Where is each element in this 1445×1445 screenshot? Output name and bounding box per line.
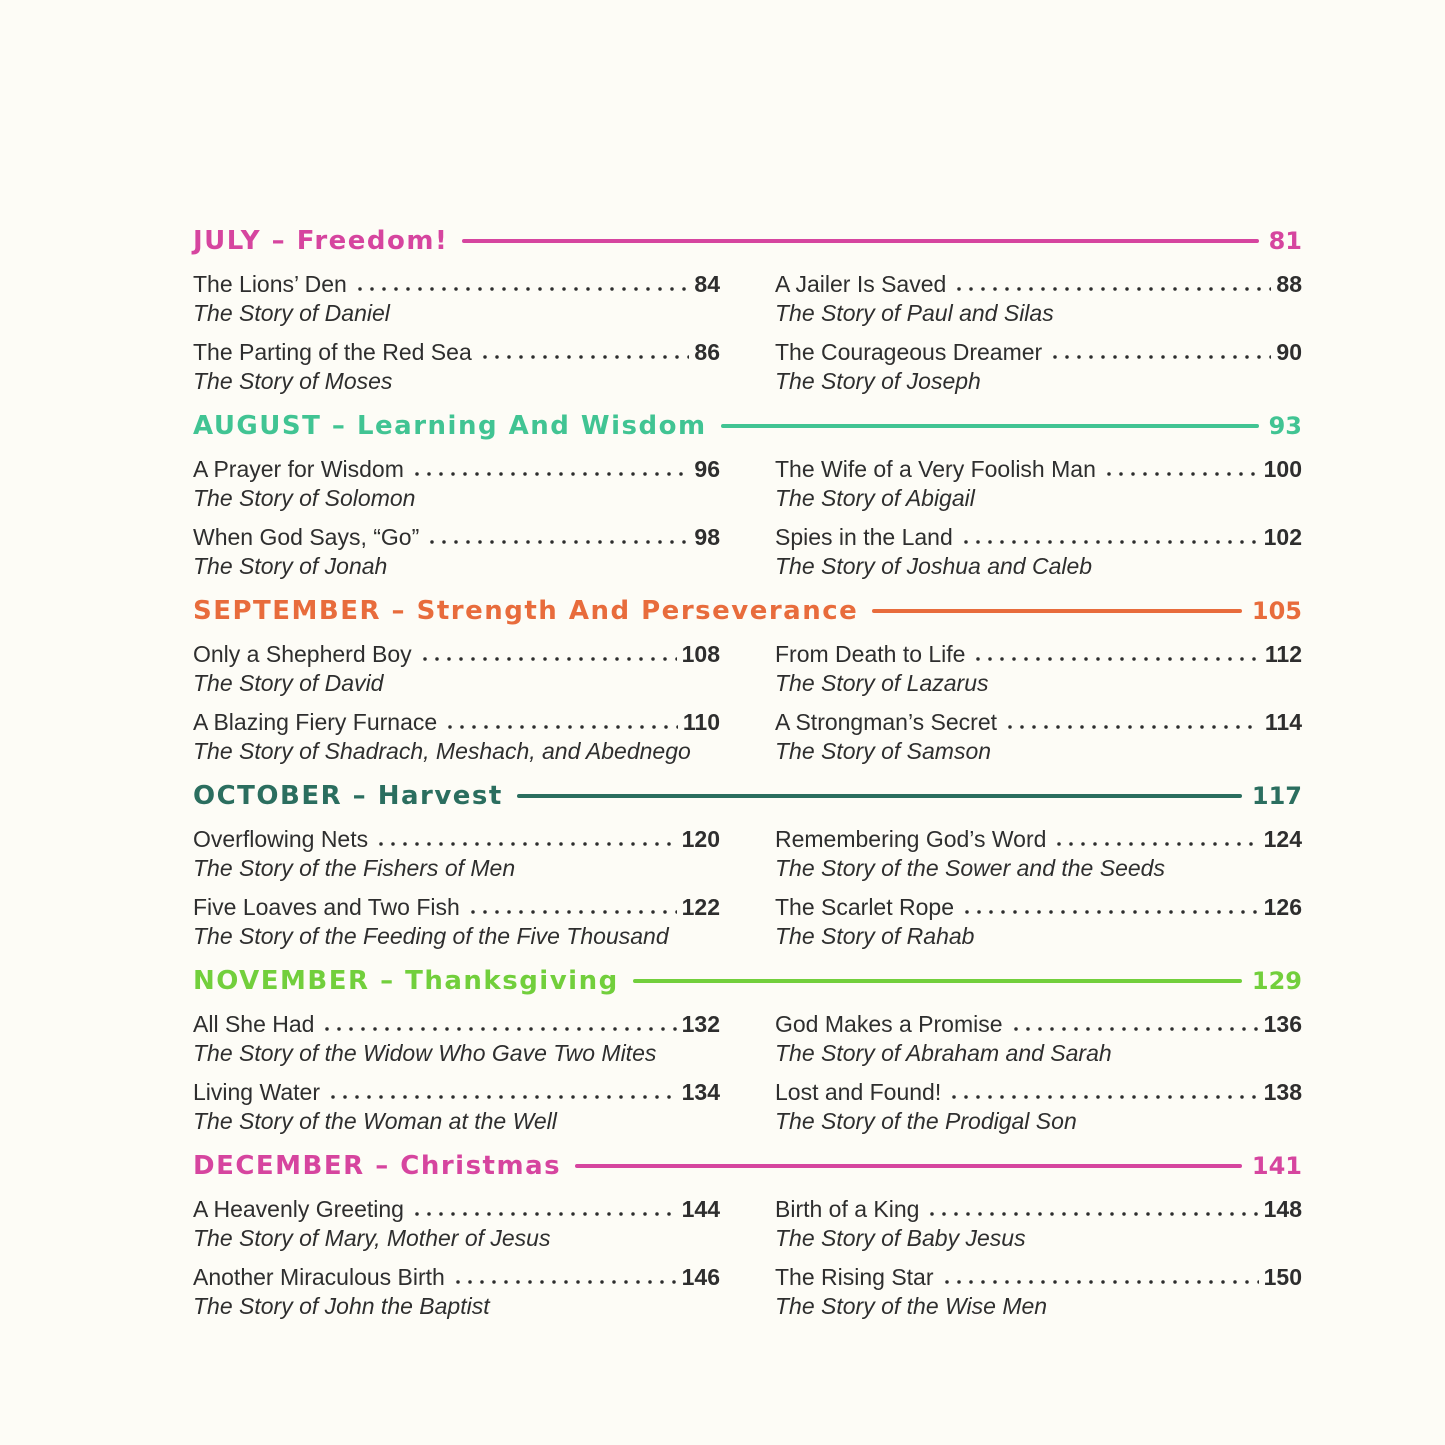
entry-title: The Wife of a Very Foolish Man <box>775 456 1096 482</box>
section-rule <box>517 794 1242 798</box>
dot-leader <box>960 523 1259 552</box>
entry-title: Another Miraculous Birth <box>193 1264 445 1290</box>
toc-entry <box>775 708 1302 766</box>
entry-title: Five Loaves and Two Fish <box>193 894 460 920</box>
entry-title: A Strongman’s Secret <box>775 709 998 735</box>
entry-title: A Jailer Is Saved <box>775 271 947 297</box>
entry-title: The Scarlet Rope <box>775 894 954 920</box>
toc-entry <box>775 1078 1302 1136</box>
entry-page-number: 112 <box>1264 641 1302 667</box>
toc-entry <box>775 455 1302 513</box>
section-page-number: 141 <box>1251 1152 1302 1180</box>
dot-leader <box>411 455 690 484</box>
entry-subtitle: The Story of Rahab <box>775 923 975 949</box>
entry-title: Remembering God’s Word <box>775 826 1047 852</box>
month-label: AUGUST – Learning And Wisdom <box>193 411 707 441</box>
entry-page-number: 86 <box>694 339 720 365</box>
entry-page-number: 124 <box>1263 826 1302 852</box>
section-rule <box>462 239 1258 243</box>
section-rule <box>575 1164 1242 1168</box>
entry-title: Spies in the Land <box>775 524 953 550</box>
toc-entry <box>193 523 720 581</box>
entry-subtitle: The Story of John the Baptist <box>193 1293 490 1319</box>
entry-page-number: 120 <box>681 826 720 852</box>
entry-subtitle: The Story of the Sower and the Seeds <box>775 855 1165 881</box>
entry-subtitle: The Story of David <box>193 670 384 696</box>
toc-entry <box>193 1263 720 1321</box>
entry-title: The Parting of the Red Sea <box>193 339 472 365</box>
section-header <box>193 224 1302 258</box>
section-page-number: 81 <box>1268 227 1302 255</box>
entry-title: The Lions’ Den <box>193 271 347 297</box>
section-entries <box>193 270 1302 396</box>
section-header <box>193 594 1302 628</box>
entry-page-number: 102 <box>1263 524 1302 550</box>
entry-subtitle: The Story of the Feeding of the Five Thousand <box>193 923 669 949</box>
section-entries <box>193 1195 1302 1321</box>
section-header <box>193 779 1302 813</box>
dot-leader <box>1049 338 1271 367</box>
dot-leader <box>926 1195 1258 1224</box>
section-rule <box>633 979 1242 983</box>
dot-leader <box>1053 825 1258 854</box>
section-entries <box>193 640 1302 766</box>
section-page-number: 93 <box>1268 412 1302 440</box>
toc-entry <box>775 1010 1302 1068</box>
toc-entry <box>775 523 1302 581</box>
entry-title: The Rising Star <box>775 1264 934 1290</box>
month-label: JULY – Freedom! <box>193 226 449 256</box>
dot-leader <box>444 708 678 737</box>
entry-page-number: 98 <box>694 524 720 550</box>
entry-title: Lost and Found! <box>775 1079 942 1105</box>
entry-page-number: 132 <box>681 1011 720 1037</box>
entry-title: When God Says, “Go” <box>193 524 420 550</box>
month-label: NOVEMBER – Thanksgiving <box>193 966 619 996</box>
section-header <box>193 1149 1302 1183</box>
dot-leader <box>1010 1010 1259 1039</box>
toc-entry <box>193 270 720 328</box>
entry-subtitle: The Story of Samson <box>775 738 992 764</box>
section-header <box>193 409 1302 443</box>
toc-entry <box>193 1195 720 1253</box>
entry-page-number: 122 <box>681 894 720 920</box>
entry-page-number: 84 <box>694 271 720 297</box>
entry-subtitle: The Story of Paul and Silas <box>775 300 1054 326</box>
entry-title: A Heavenly Greeting <box>193 1196 404 1222</box>
entry-page-number: 88 <box>1276 271 1302 297</box>
toc-entry <box>193 825 720 883</box>
entry-page-number: 146 <box>681 1264 720 1290</box>
entry-title: Living Water <box>193 1079 320 1105</box>
dot-leader <box>941 1263 1259 1292</box>
toc-entry <box>775 825 1302 883</box>
section-november <box>193 964 1302 1136</box>
entry-subtitle: The Story of Moses <box>193 368 393 394</box>
section-rule <box>721 424 1259 428</box>
section-page-number: 129 <box>1251 967 1302 995</box>
entry-title: The Courageous Dreamer <box>775 339 1043 365</box>
section-december <box>193 1149 1302 1321</box>
section-august <box>193 409 1302 581</box>
entry-subtitle: The Story of Lazarus <box>775 670 989 696</box>
dot-leader <box>452 1263 677 1292</box>
section-entries <box>193 825 1302 951</box>
entry-subtitle: The Story of Joshua and Caleb <box>775 553 1093 579</box>
section-page-number: 105 <box>1251 597 1302 625</box>
entry-page-number: 134 <box>681 1079 720 1105</box>
section-header <box>193 964 1302 998</box>
entry-page-number: 148 <box>1263 1196 1302 1222</box>
entry-title: Birth of a King <box>775 1196 920 1222</box>
entry-title: Only a Shepherd Boy <box>193 641 412 667</box>
entry-subtitle: The Story of Abigail <box>775 485 975 511</box>
toc-entry <box>193 893 720 951</box>
toc-entry <box>193 640 720 698</box>
month-label: DECEMBER – Christmas <box>193 1151 562 1181</box>
entry-page-number: 108 <box>681 641 720 667</box>
dot-leader <box>961 893 1259 922</box>
toc-entry <box>775 338 1302 396</box>
entry-title: A Prayer for Wisdom <box>193 456 404 482</box>
entry-title: From Death to Life <box>775 641 966 667</box>
month-label: OCTOBER – Harvest <box>193 781 503 811</box>
entry-page-number: 144 <box>681 1196 720 1222</box>
entry-page-number: 100 <box>1263 456 1302 482</box>
toc-entry <box>193 338 720 396</box>
entry-page-number: 150 <box>1263 1264 1302 1290</box>
entry-title: A Blazing Fiery Furnace <box>193 709 438 735</box>
section-september <box>193 594 1302 766</box>
dot-leader <box>948 1078 1258 1107</box>
toc-entry <box>775 1263 1302 1321</box>
entry-subtitle: The Story of the Prodigal Son <box>775 1108 1077 1134</box>
dot-leader <box>354 270 690 299</box>
toc-entry <box>193 455 720 513</box>
toc-entry <box>193 1078 720 1136</box>
dot-leader <box>1103 455 1259 484</box>
dot-leader <box>321 1010 676 1039</box>
dot-leader <box>327 1078 677 1107</box>
dot-leader <box>419 640 677 669</box>
entry-subtitle: The Story of Mary, Mother of Jesus <box>193 1225 551 1251</box>
entry-title: God Makes a Promise <box>775 1011 1003 1037</box>
entry-subtitle: The Story of Daniel <box>193 300 390 326</box>
entry-subtitle: The Story of the Fishers of Men <box>193 855 516 881</box>
dot-leader <box>479 338 690 367</box>
entry-page-number: 138 <box>1263 1079 1302 1105</box>
entry-subtitle: The Story of the Woman at the Well <box>193 1108 557 1134</box>
section-rule <box>872 609 1242 613</box>
entry-page-number: 126 <box>1263 894 1302 920</box>
entry-subtitle: The Story of Abraham and Sarah <box>775 1040 1112 1066</box>
entry-title: Overflowing Nets <box>193 826 369 852</box>
section-july <box>193 224 1302 396</box>
entry-page-number: 114 <box>1264 709 1302 735</box>
entry-page-number: 96 <box>694 456 720 482</box>
toc-entry <box>775 640 1302 698</box>
dot-leader <box>467 893 677 922</box>
dot-leader <box>375 825 677 854</box>
entry-page-number: 110 <box>682 709 720 735</box>
section-entries <box>193 455 1302 581</box>
section-october <box>193 779 1302 951</box>
section-page-number: 117 <box>1251 782 1302 810</box>
toc-entry <box>193 1010 720 1068</box>
section-entries <box>193 1010 1302 1136</box>
entry-subtitle: The Story of the Widow Who Gave Two Mites <box>193 1040 657 1066</box>
entry-subtitle: The Story of Solomon <box>193 485 416 511</box>
dot-leader <box>426 523 689 552</box>
dot-leader <box>953 270 1271 299</box>
dot-leader <box>411 1195 677 1224</box>
toc-entry <box>775 1195 1302 1253</box>
entry-title: All She Had <box>193 1011 315 1037</box>
toc-entry <box>775 270 1302 328</box>
entry-page-number: 90 <box>1276 339 1302 365</box>
dot-leader <box>1004 708 1260 737</box>
entry-page-number: 136 <box>1263 1011 1302 1037</box>
toc-entry <box>775 893 1302 951</box>
entry-subtitle: The Story of Jonah <box>193 553 388 579</box>
entry-subtitle: The Story of Joseph <box>775 368 981 394</box>
month-label: SEPTEMBER – Strength And Perseverance <box>193 596 859 626</box>
entry-subtitle: The Story of Baby Jesus <box>775 1225 1026 1251</box>
entry-subtitle: The Story of Shadrach, Meshach, and Abednego <box>193 738 691 764</box>
toc-entry <box>193 708 720 766</box>
entry-subtitle: The Story of the Wise Men <box>775 1293 1048 1319</box>
dot-leader <box>972 640 1259 669</box>
